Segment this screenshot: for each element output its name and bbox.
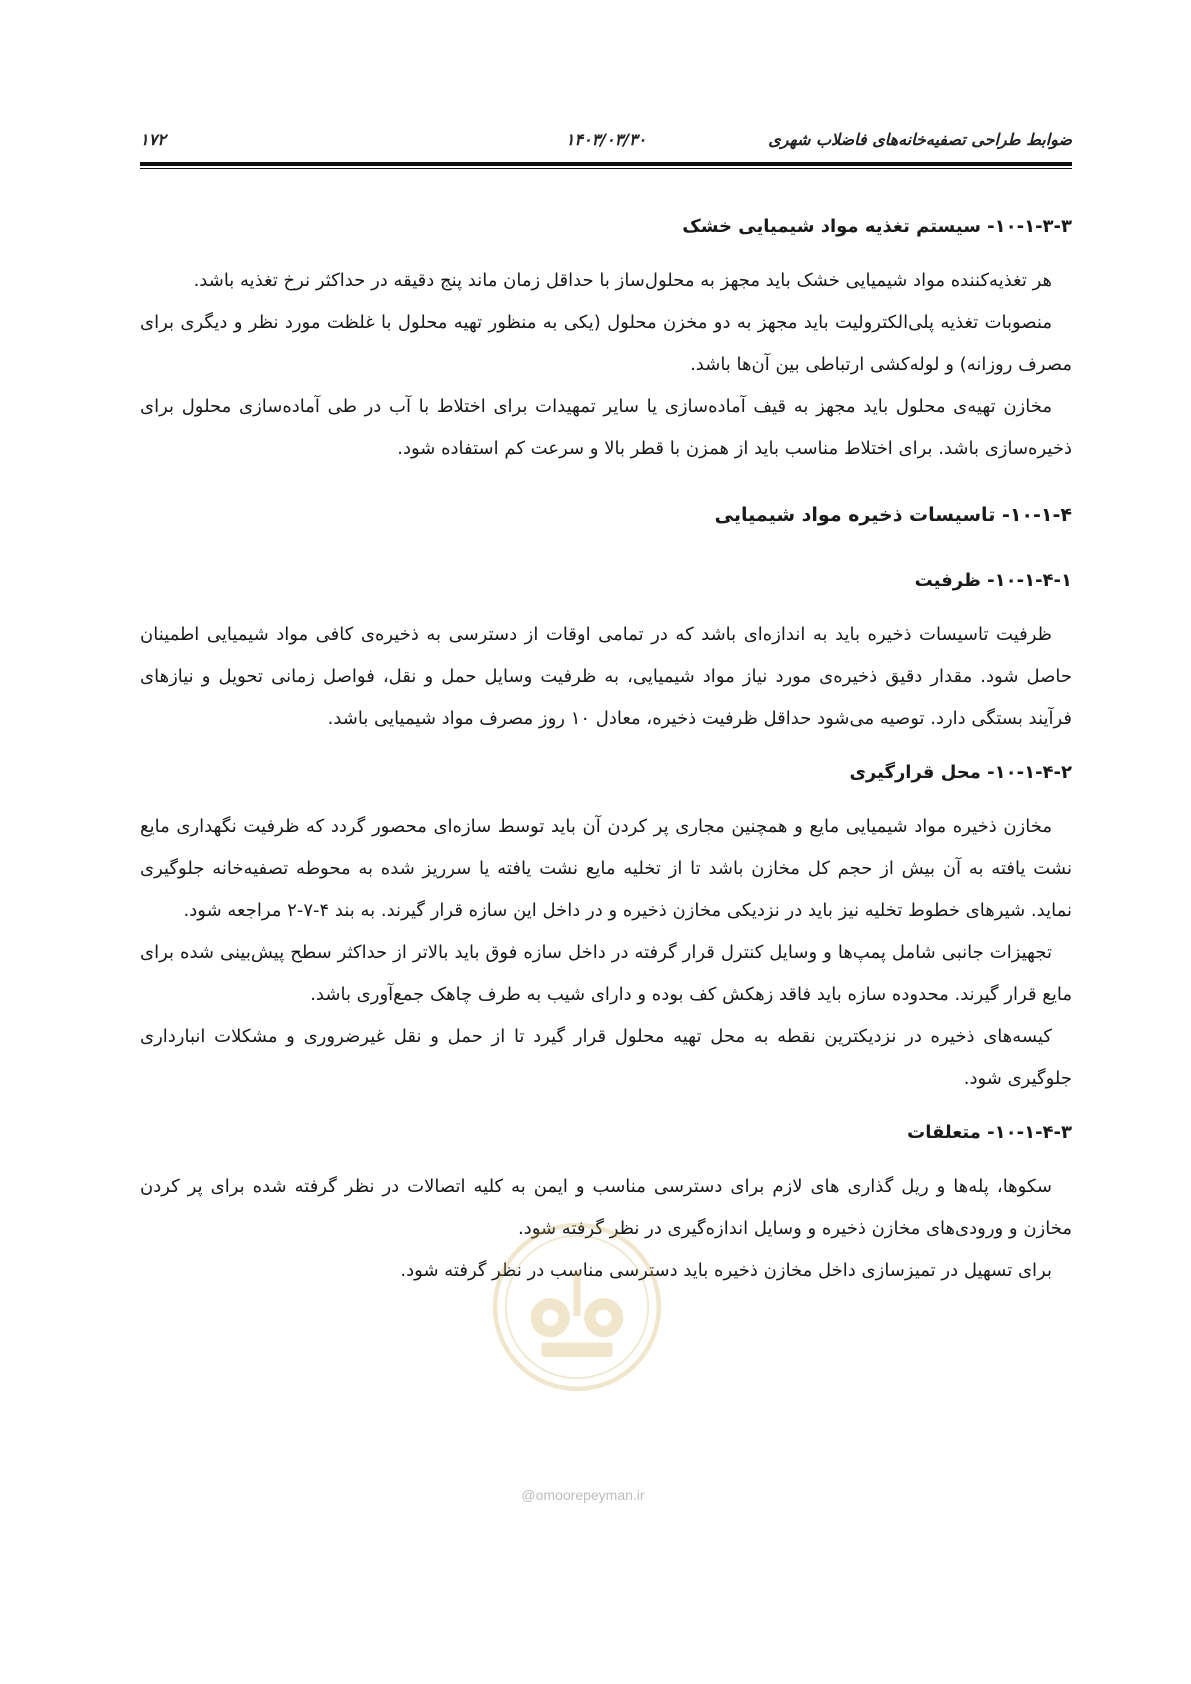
paragraph: منصوبات تغذیه پلی‌الکترولیت باید مجهز به دو مخزن محلول (یکی به منظور تهیه محلول با غلظت مورد نظر و دیگری برای مصرف روزانه) و لوله‌کشی ارتباطی بین آن‌ها باشد. — [140, 312, 1072, 375]
paragraph: هر تغذیه‌کننده مواد شیمیایی خشک باید مجهز به محلول‌ساز با حداقل زمان ماند پنج دقیقه در حداکثر نرخ تغذیه باشد. — [193, 270, 1052, 291]
paragraph: کیسه‌های ذخیره در نزدیکترین نقطه به محل تهیه محلول قرار گیرد تا از حمل و نقل غیرضروری و مشکلات انبارداری جلوگیری شود. — [140, 1026, 1072, 1089]
section-heading-chemical-storage: ۱۰-۱-۴- تاسیسات ذخیره مواد شیمیایی — [714, 504, 1072, 526]
document-date: ۱۴۰۳/۰۳/۳۰ — [565, 130, 647, 149]
header-divider-thin — [140, 168, 1072, 169]
section-heading-dry-chemical-feed: ۱۰-۱-۳-۳- سیستم تغذیه مواد شیمیایی خشک — [682, 216, 1072, 237]
page-number: ۱۷۲ — [140, 130, 166, 149]
paragraph: برای تسهیل در تمیزسازی داخل مخازن ذخیره باید دسترسی مناسب در نظر گرفته شود. — [400, 1260, 1052, 1281]
spacer — [140, 794, 1072, 806]
page-body — [140, 206, 1072, 1292]
watermark-seal-icon — [488, 1218, 666, 1396]
spacer — [140, 1100, 1072, 1112]
paragraph: ظرفیت تاسیسات ذخیره باید به اندازه‌ای باشد که در تمامی اوقات از دسترسی به ذخیره‌ی کافی مواد شیمیایی اطمینان حاصل شود. مقدار دقیق ذخیره‌ی مورد نیاز مواد شیمیایی، به ظرفیت وسایل حمل و نقل، فواصل زمانی تحویل و نیازهای فرآیند بستگی دارد. توصیه می‌شود حداقل ظرفیت ذخیره، معادل ۱۰ روز مصرف مواد شیمیایی باشد. — [140, 624, 1072, 729]
page-header — [140, 124, 1072, 158]
section-heading-accessories: ۱۰-۱-۴-۳- متعلقات — [907, 1122, 1072, 1143]
spacer — [140, 536, 1072, 560]
header-divider-thick — [140, 162, 1072, 166]
spacer — [140, 602, 1072, 614]
spacer — [140, 248, 1072, 260]
document-title: ضوابط طراحی تصفیه‌خانه‌های فاضلاب شهری — [768, 130, 1072, 149]
paragraph: سکوها، پله‌ها و ریل گذاری های لازم برای دسترسی مناسب و ایمن به کلیه اتصالات در نظر گرفته شده برای پر کردن مخازن و ورودی‌های مخازن ذخیره و وسایل اندازه‌گیری در نظر گرفته شود. — [140, 1176, 1072, 1239]
paragraph: مخازن تهیه‌ی محلول باید مجهز به قیف آماده‌سازی یا سایر تمهیدات برای اختلاط با آب در طی آماده‌سازی محلول برای ذخیره‌سازی باشد. برای اختلاط مناسب باید از همزن با قطر بالا و سرعت کم استفاده شود. — [140, 396, 1072, 459]
watermark-site: @omoorepeyman.ir — [521, 1487, 645, 1503]
spacer — [140, 470, 1072, 494]
spacer — [140, 1154, 1072, 1166]
section-heading-capacity: ۱۰-۱-۴-۱- ظرفیت — [914, 570, 1072, 591]
spacer — [140, 740, 1072, 752]
paragraph: تجهیزات جانبی شامل پمپ‌ها و وسایل کنترل قرار گرفته در داخل سازه فوق باید بالاتر از حداکثر سطح پیش‌بینی شده برای مایع قرار گیرند. محدوده سازه باید فاقد زهکش کف بوده و دارای شیب به طرف چاهک جمع‌آوری باشد. — [140, 942, 1072, 1005]
section-heading-location: ۱۰-۱-۴-۲- محل قرارگیری — [849, 762, 1072, 783]
paragraph: مخازن ذخیره مواد شیمیایی مایع و همچنین مجاری پر کردن آن باید توسط سازه‌ای محصور گردد که ظرفیت نگهداری مایع نشت یافته به آن بیش از حجم کل مخازن باشد تا از تخلیه مایع نشت یافته یا سرریز شده به محوطه تصفیه‌خانه جلوگیری نماید. شیرهای خطوط تخلیه نیز باید در نزدیکی مخازن ذخیره و در داخل این سازه قرار گیرند. به بند ۴-۷-۲ مراجعه شود. — [140, 816, 1072, 921]
